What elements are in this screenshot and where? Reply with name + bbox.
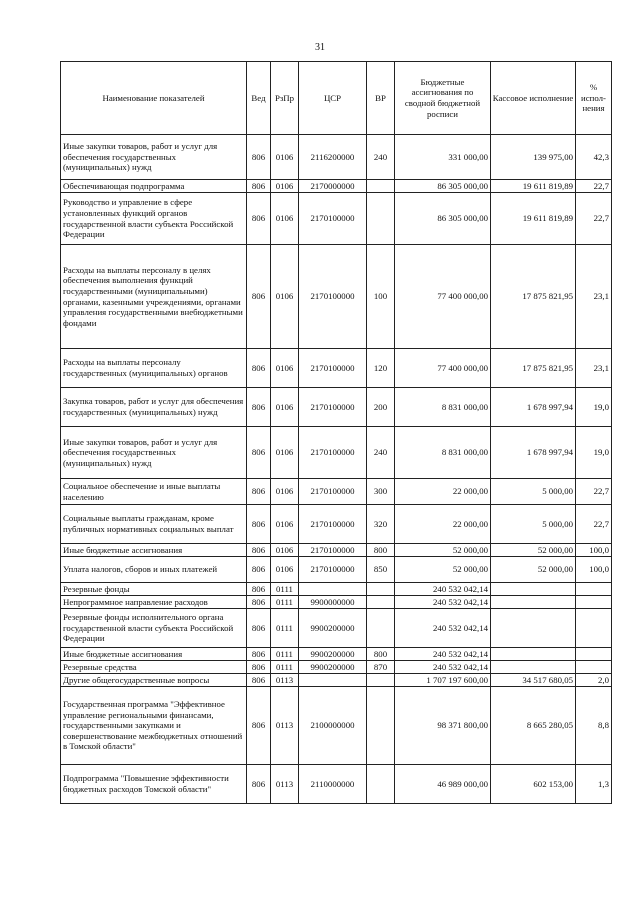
cell-pct: 22,7 bbox=[576, 180, 612, 193]
cell-assign: 52 000,00 bbox=[395, 544, 491, 557]
table-row bbox=[61, 583, 612, 596]
table-row bbox=[61, 687, 612, 765]
cell-pct: 42,3 bbox=[576, 135, 612, 180]
cell-vr bbox=[367, 765, 395, 804]
cell-csr: 2170100000 bbox=[299, 193, 367, 245]
cell-ved: 806 bbox=[247, 596, 271, 609]
cell-assign: 8 831 000,00 bbox=[395, 388, 491, 427]
cell-pct: 1,3 bbox=[576, 765, 612, 804]
cell-ved: 806 bbox=[247, 349, 271, 388]
cell-name: Резервные фонды исполнительного органа государственной власти субъекта Российской Федерации bbox=[61, 609, 247, 648]
cell-vr: 870 bbox=[367, 661, 395, 674]
cell-pct bbox=[576, 596, 612, 609]
cell-name: Социальные выплаты гражданам, кроме публичных нормативных социальных выплат bbox=[61, 505, 247, 544]
cell-pct: 23,1 bbox=[576, 245, 612, 349]
cell-name: Иные бюджетные ассигнования bbox=[61, 648, 247, 661]
cell-vr: 800 bbox=[367, 648, 395, 661]
cell-csr bbox=[299, 583, 367, 596]
cell-name: Резервные фонды bbox=[61, 583, 247, 596]
cell-csr bbox=[299, 674, 367, 687]
cell-rzpr: 0106 bbox=[271, 193, 299, 245]
cell-csr: 2110000000 bbox=[299, 765, 367, 804]
cell-assign: 77 400 000,00 bbox=[395, 349, 491, 388]
cell-exec: 17 875 821,95 bbox=[491, 245, 576, 349]
cell-exec: 1 678 997,94 bbox=[491, 427, 576, 479]
cell-assign: 22 000,00 bbox=[395, 505, 491, 544]
cell-rzpr: 0111 bbox=[271, 583, 299, 596]
cell-exec: 34 517 680,05 bbox=[491, 674, 576, 687]
cell-exec: 17 875 821,95 bbox=[491, 349, 576, 388]
cell-rzpr: 0106 bbox=[271, 245, 299, 349]
cell-ved: 806 bbox=[247, 245, 271, 349]
cell-ved: 806 bbox=[247, 687, 271, 765]
cell-ved: 806 bbox=[247, 180, 271, 193]
cell-exec bbox=[491, 609, 576, 648]
cell-rzpr: 0111 bbox=[271, 609, 299, 648]
cell-vr bbox=[367, 687, 395, 765]
cell-ved: 806 bbox=[247, 135, 271, 180]
cell-pct: 8,8 bbox=[576, 687, 612, 765]
table-row bbox=[61, 135, 612, 180]
table-row bbox=[61, 674, 612, 687]
header-csr: ЦСР bbox=[299, 62, 367, 135]
cell-ved: 806 bbox=[247, 427, 271, 479]
cell-vr: 200 bbox=[367, 388, 395, 427]
table-row bbox=[61, 349, 612, 388]
cell-vr: 120 bbox=[367, 349, 395, 388]
header-ved: Вед bbox=[247, 62, 271, 135]
table-row bbox=[61, 661, 612, 674]
cell-exec bbox=[491, 596, 576, 609]
cell-assign: 240 532 042,14 bbox=[395, 583, 491, 596]
cell-vr: 800 bbox=[367, 544, 395, 557]
cell-vr bbox=[367, 180, 395, 193]
table-row bbox=[61, 765, 612, 804]
cell-rzpr: 0106 bbox=[271, 388, 299, 427]
cell-csr: 2170100000 bbox=[299, 388, 367, 427]
cell-ved: 806 bbox=[247, 765, 271, 804]
cell-exec: 52 000,00 bbox=[491, 544, 576, 557]
cell-rzpr: 0106 bbox=[271, 349, 299, 388]
cell-rzpr: 0111 bbox=[271, 596, 299, 609]
cell-ved: 806 bbox=[247, 193, 271, 245]
cell-vr: 100 bbox=[367, 245, 395, 349]
cell-exec: 8 665 280,05 bbox=[491, 687, 576, 765]
table-row bbox=[61, 609, 612, 648]
cell-rzpr: 0111 bbox=[271, 648, 299, 661]
cell-assign: 98 371 800,00 bbox=[395, 687, 491, 765]
cell-csr: 2170100000 bbox=[299, 427, 367, 479]
cell-pct: 19,0 bbox=[576, 388, 612, 427]
cell-rzpr: 0111 bbox=[271, 661, 299, 674]
cell-csr: 2170100000 bbox=[299, 349, 367, 388]
cell-name: Закупка товаров, работ и услуг для обеспечения государственных (муниципальных) нужд bbox=[61, 388, 247, 427]
table-row bbox=[61, 648, 612, 661]
table-row bbox=[61, 193, 612, 245]
cell-csr: 2170100000 bbox=[299, 557, 367, 583]
page-number: 31 bbox=[315, 42, 325, 53]
cell-exec: 602 153,00 bbox=[491, 765, 576, 804]
cell-vr bbox=[367, 674, 395, 687]
cell-pct bbox=[576, 609, 612, 648]
cell-exec: 5 000,00 bbox=[491, 505, 576, 544]
cell-ved: 806 bbox=[247, 648, 271, 661]
table-row bbox=[61, 505, 612, 544]
table-row bbox=[61, 544, 612, 557]
cell-pct: 100,0 bbox=[576, 544, 612, 557]
cell-name: Расходы на выплаты персоналу государственных (муниципальных) органов bbox=[61, 349, 247, 388]
cell-assign: 240 532 042,14 bbox=[395, 661, 491, 674]
cell-name: Резервные средства bbox=[61, 661, 247, 674]
cell-rzpr: 0106 bbox=[271, 479, 299, 505]
cell-csr: 9900200000 bbox=[299, 661, 367, 674]
cell-rzpr: 0113 bbox=[271, 687, 299, 765]
cell-vr bbox=[367, 193, 395, 245]
cell-rzpr: 0106 bbox=[271, 505, 299, 544]
cell-name: Расходы на выплаты персоналу в целях обеспечения выполнения функций государственными (муниципальными) органами, казенными учреждениями, органами управления государственными внебюджетными фондами bbox=[61, 245, 247, 349]
cell-vr bbox=[367, 583, 395, 596]
cell-ved: 806 bbox=[247, 557, 271, 583]
cell-ved: 806 bbox=[247, 674, 271, 687]
cell-name: Иные бюджетные ассигнования bbox=[61, 544, 247, 557]
cell-pct: 22,7 bbox=[576, 479, 612, 505]
cell-csr: 9900200000 bbox=[299, 648, 367, 661]
cell-assign: 8 831 000,00 bbox=[395, 427, 491, 479]
cell-exec bbox=[491, 661, 576, 674]
cell-ved: 806 bbox=[247, 544, 271, 557]
cell-pct: 19,0 bbox=[576, 427, 612, 479]
cell-pct: 2,0 bbox=[576, 674, 612, 687]
cell-vr: 240 bbox=[367, 427, 395, 479]
cell-pct bbox=[576, 648, 612, 661]
cell-assign: 22 000,00 bbox=[395, 479, 491, 505]
cell-csr: 9900000000 bbox=[299, 596, 367, 609]
cell-pct: 23,1 bbox=[576, 349, 612, 388]
cell-csr: 2170100000 bbox=[299, 505, 367, 544]
cell-name: Иные закупки товаров, работ и услуг для обеспечения государственных (муниципальных) нужд bbox=[61, 427, 247, 479]
cell-name: Подпрограмма "Повышение эффективности бюджетных расходов Томской области" bbox=[61, 765, 247, 804]
table-row bbox=[61, 479, 612, 505]
cell-name: Другие общегосударственные вопросы bbox=[61, 674, 247, 687]
cell-exec: 52 000,00 bbox=[491, 557, 576, 583]
cell-csr: 9900200000 bbox=[299, 609, 367, 648]
cell-vr: 240 bbox=[367, 135, 395, 180]
header-rzpr: РзПр bbox=[271, 62, 299, 135]
table-header-row bbox=[61, 62, 612, 135]
cell-name: Непрограммное направление расходов bbox=[61, 596, 247, 609]
cell-rzpr: 0113 bbox=[271, 674, 299, 687]
table-row bbox=[61, 245, 612, 349]
cell-name: Социальное обеспечение и иные выплаты населению bbox=[61, 479, 247, 505]
cell-pct bbox=[576, 583, 612, 596]
table-row bbox=[61, 388, 612, 427]
cell-rzpr: 0106 bbox=[271, 557, 299, 583]
cell-rzpr: 0113 bbox=[271, 765, 299, 804]
cell-exec: 19 611 819,89 bbox=[491, 193, 576, 245]
cell-assign: 46 989 000,00 bbox=[395, 765, 491, 804]
cell-exec: 139 975,00 bbox=[491, 135, 576, 180]
cell-assign: 1 707 197 600,00 bbox=[395, 674, 491, 687]
cell-csr: 2170000000 bbox=[299, 180, 367, 193]
cell-vr: 320 bbox=[367, 505, 395, 544]
cell-name: Иные закупки товаров, работ и услуг для обеспечения государственных (муниципальных) нужд bbox=[61, 135, 247, 180]
cell-rzpr: 0106 bbox=[271, 135, 299, 180]
cell-pct: 22,7 bbox=[576, 193, 612, 245]
cell-ved: 806 bbox=[247, 609, 271, 648]
header-name: Наименование показателей bbox=[61, 62, 247, 135]
cell-name: Уплата налогов, сборов и иных платежей bbox=[61, 557, 247, 583]
budget-execution-table bbox=[60, 61, 612, 804]
header-vr: ВР bbox=[367, 62, 395, 135]
cell-name: Руководство и управление в сфере установленных функций органов государственной власти субъекта Российской Федерации bbox=[61, 193, 247, 245]
cell-csr: 2170100000 bbox=[299, 245, 367, 349]
cell-ved: 806 bbox=[247, 505, 271, 544]
cell-assign: 331 000,00 bbox=[395, 135, 491, 180]
cell-ved: 806 bbox=[247, 661, 271, 674]
table-row bbox=[61, 596, 612, 609]
cell-vr bbox=[367, 609, 395, 648]
cell-ved: 806 bbox=[247, 583, 271, 596]
table-row bbox=[61, 427, 612, 479]
cell-exec: 1 678 997,94 bbox=[491, 388, 576, 427]
cell-assign: 240 532 042,14 bbox=[395, 596, 491, 609]
cell-csr: 2116200000 bbox=[299, 135, 367, 180]
cell-rzpr: 0106 bbox=[271, 544, 299, 557]
cell-pct: 22,7 bbox=[576, 505, 612, 544]
cell-exec bbox=[491, 648, 576, 661]
header-exec: Кассовое исполнение bbox=[491, 62, 576, 135]
table-row bbox=[61, 557, 612, 583]
cell-name: Обеспечивающая подпрограмма bbox=[61, 180, 247, 193]
header-assign: Бюджетные ассигнования по сводной бюджетной росписи bbox=[395, 62, 491, 135]
cell-assign: 52 000,00 bbox=[395, 557, 491, 583]
cell-rzpr: 0106 bbox=[271, 427, 299, 479]
cell-vr: 850 bbox=[367, 557, 395, 583]
cell-assign: 240 532 042,14 bbox=[395, 648, 491, 661]
cell-name: Государственная программа "Эффективное управление региональными финансами, государственными закупками и совершенствование межбюджетных отношений в Томской области" bbox=[61, 687, 247, 765]
cell-pct: 100,0 bbox=[576, 557, 612, 583]
cell-assign: 86 305 000,00 bbox=[395, 180, 491, 193]
header-pct: % испол-нения bbox=[576, 62, 612, 135]
cell-csr: 2100000000 bbox=[299, 687, 367, 765]
cell-assign: 77 400 000,00 bbox=[395, 245, 491, 349]
cell-csr: 2170100000 bbox=[299, 544, 367, 557]
cell-vr: 300 bbox=[367, 479, 395, 505]
cell-exec: 19 611 819,89 bbox=[491, 180, 576, 193]
cell-vr bbox=[367, 596, 395, 609]
cell-assign: 240 532 042,14 bbox=[395, 609, 491, 648]
cell-ved: 806 bbox=[247, 479, 271, 505]
table-row bbox=[61, 180, 612, 193]
cell-exec bbox=[491, 583, 576, 596]
cell-assign: 86 305 000,00 bbox=[395, 193, 491, 245]
cell-exec: 5 000,00 bbox=[491, 479, 576, 505]
cell-pct bbox=[576, 661, 612, 674]
cell-rzpr: 0106 bbox=[271, 180, 299, 193]
cell-csr: 2170100000 bbox=[299, 479, 367, 505]
cell-ved: 806 bbox=[247, 388, 271, 427]
